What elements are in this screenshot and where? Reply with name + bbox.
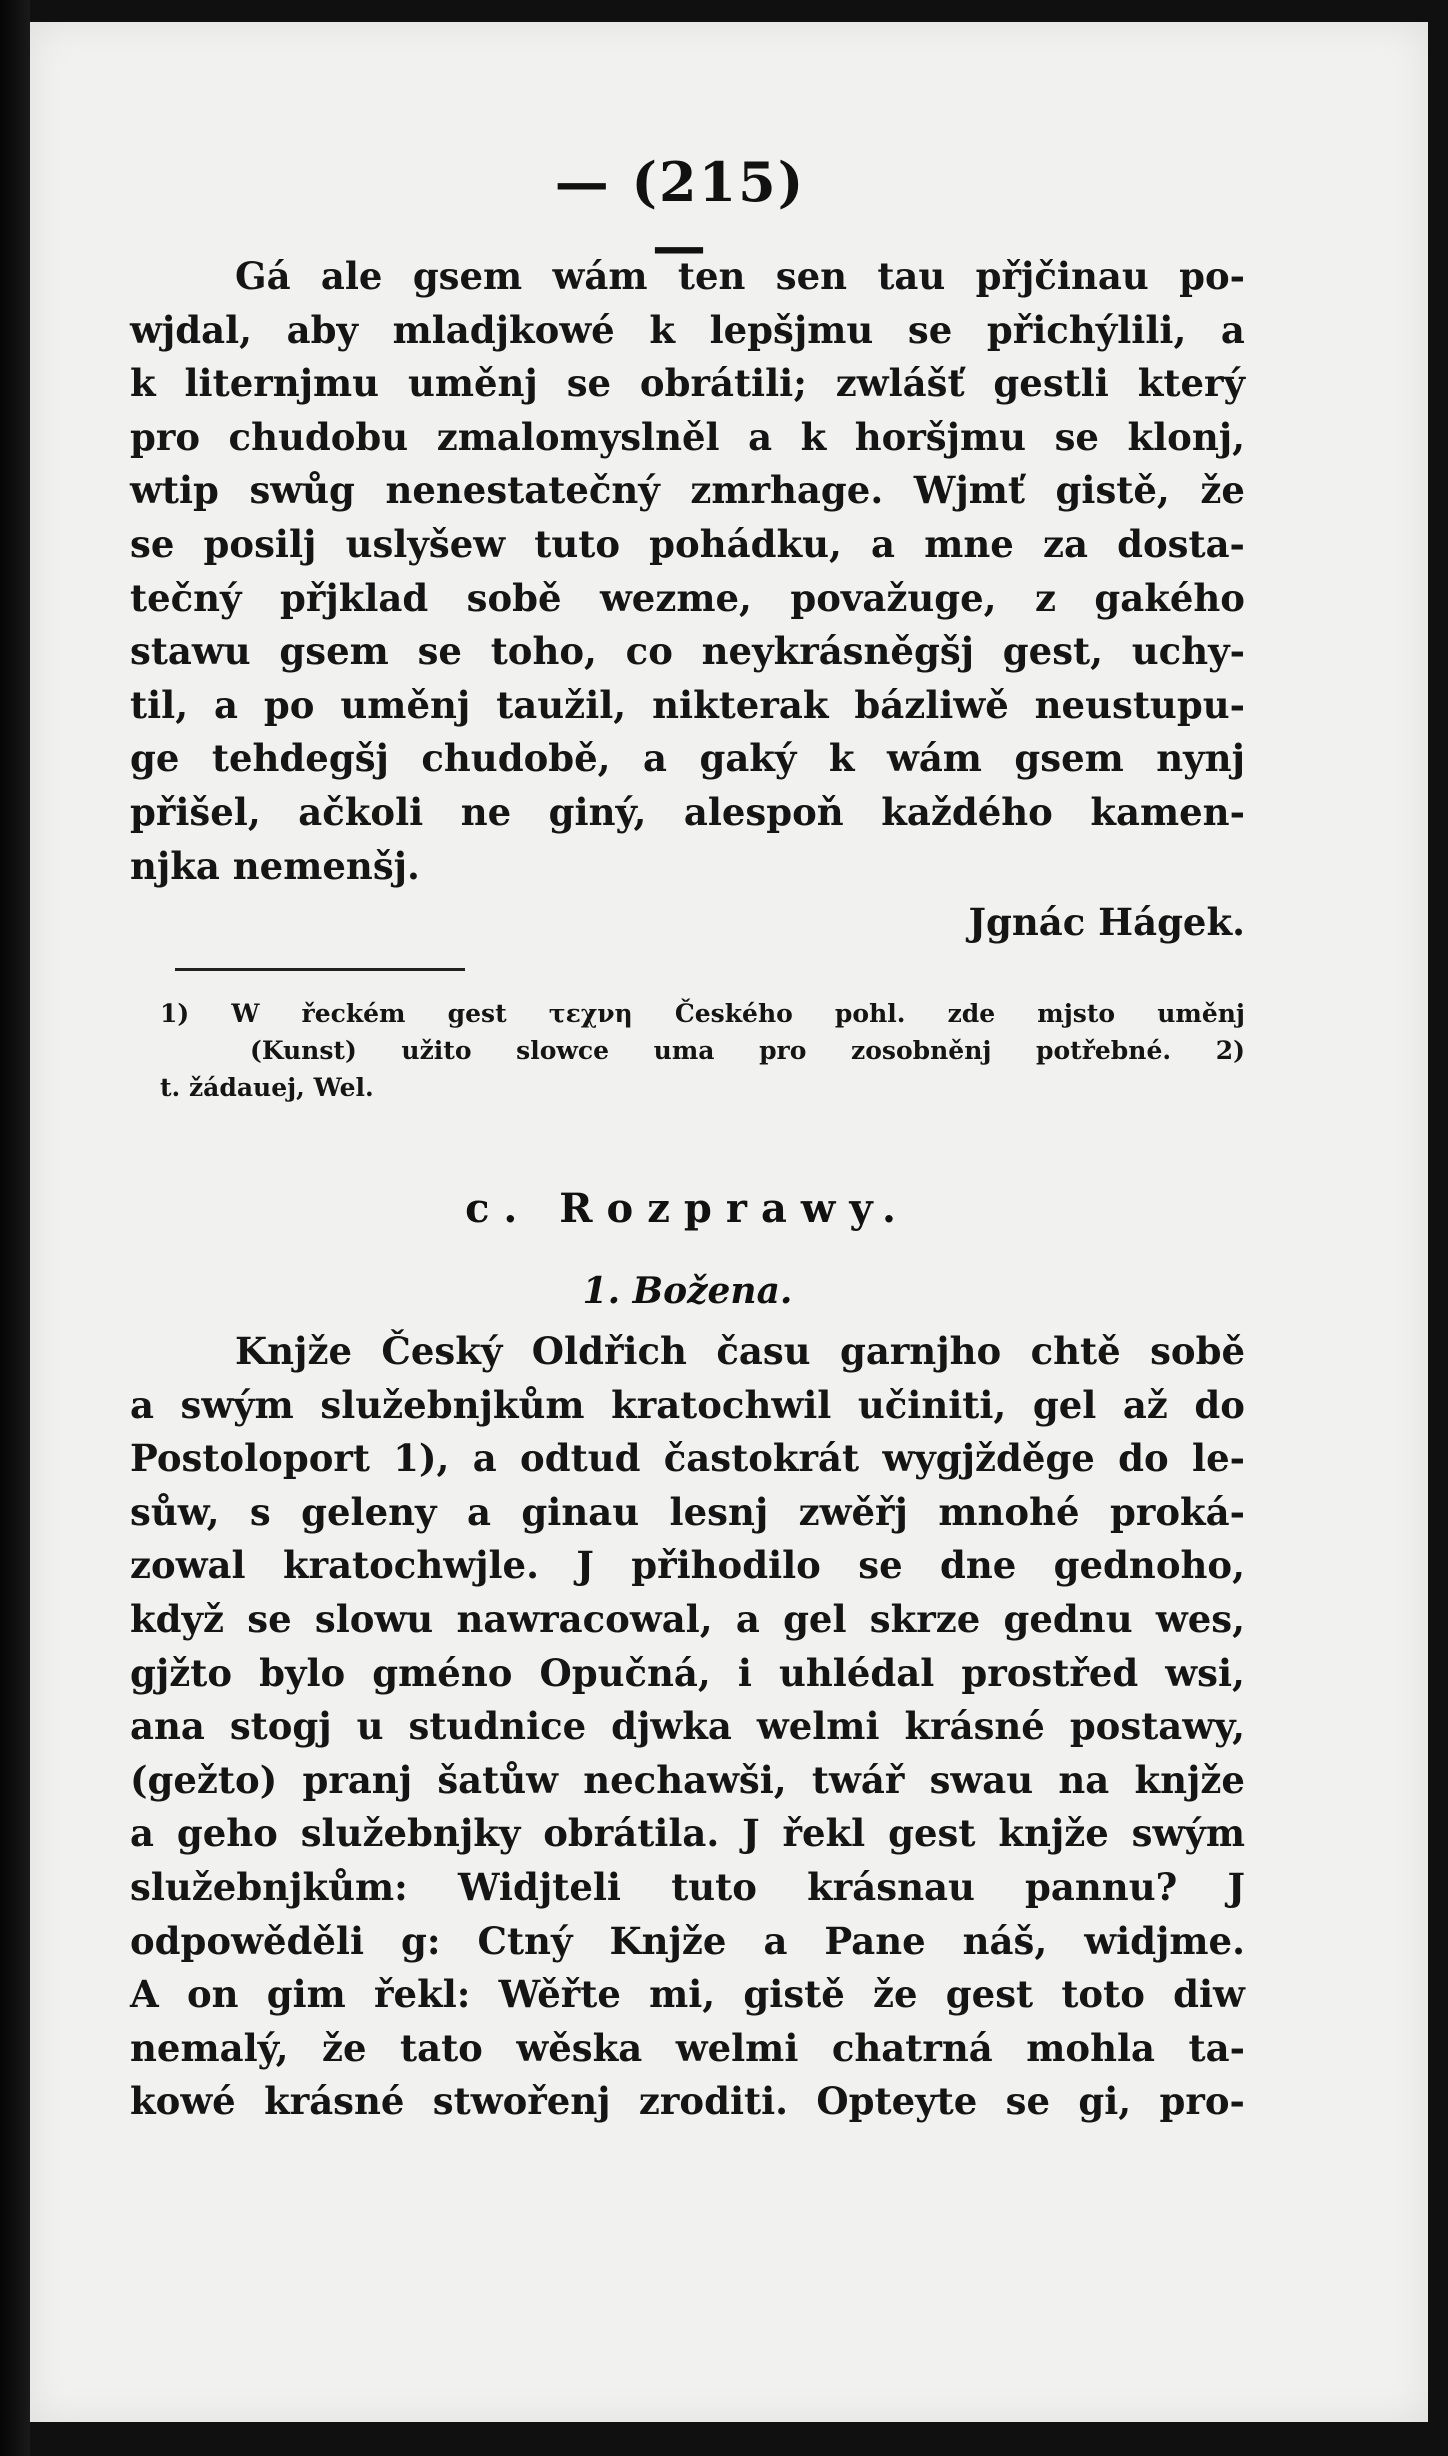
- word: nawracowal,: [456, 1596, 713, 1641]
- word: a: [130, 1811, 154, 1856]
- word: wtip: [130, 468, 219, 513]
- word: slowu: [314, 1596, 434, 1641]
- word: gest,: [1002, 629, 1104, 674]
- word: služebnjky: [300, 1811, 521, 1856]
- word: uměnj: [340, 682, 471, 727]
- word: dne: [939, 1543, 1017, 1588]
- word: τεχνη: [548, 999, 633, 1028]
- word: swůg: [249, 468, 355, 513]
- word: (gežto): [130, 1757, 278, 1802]
- word: do: [1194, 1382, 1245, 1427]
- word: mladjkowé: [392, 307, 615, 352]
- word: garnjho: [839, 1329, 1002, 1373]
- word: ge: [130, 736, 180, 781]
- word: til,: [130, 682, 189, 727]
- word: nikterak: [652, 682, 829, 727]
- word: za: [1042, 521, 1088, 566]
- word: zde: [947, 999, 996, 1028]
- word: A: [130, 1972, 159, 2017]
- section-title: c. Rozprawy.: [465, 1185, 910, 1232]
- word: sobě: [466, 575, 562, 620]
- word: mjsto: [1037, 999, 1116, 1028]
- word: kowé: [130, 2079, 236, 2124]
- word: lepšjmu: [709, 307, 874, 352]
- word: le-: [1192, 1436, 1245, 1481]
- word: skrze: [869, 1596, 981, 1641]
- word: a: [472, 1436, 497, 1481]
- word: mne: [924, 521, 1014, 566]
- word: knjže: [998, 1811, 1109, 1856]
- text-line: [130, 1379, 1245, 1433]
- text-line: [130, 357, 1245, 411]
- word: zroditi.: [638, 2079, 789, 2124]
- word: ten: [677, 254, 746, 298]
- text-line: [130, 625, 1245, 679]
- word: odtud: [520, 1436, 641, 1481]
- text-line: [130, 304, 1245, 358]
- word: že: [321, 2025, 367, 2070]
- word: gest: [447, 999, 507, 1028]
- word: stogj: [229, 1704, 332, 1749]
- word: horšjmu: [854, 414, 1027, 459]
- word: každého: [881, 789, 1053, 834]
- word: swým: [180, 1382, 294, 1427]
- text-line: [130, 679, 1245, 733]
- subsection-title: 1. Božena.: [582, 1270, 793, 1312]
- word: g:: [401, 1918, 441, 1963]
- word: toto: [1061, 1972, 1145, 2017]
- word: neustupu-: [1034, 682, 1245, 727]
- word: geleny: [301, 1489, 437, 1534]
- word: který: [1137, 361, 1245, 406]
- word: se: [417, 629, 462, 674]
- word: se: [247, 1596, 292, 1641]
- word: on: [186, 1972, 239, 2017]
- word: diw: [1173, 1972, 1245, 2017]
- word: šatůw: [437, 1757, 558, 1802]
- book-spine-edge: [0, 0, 30, 2456]
- word: tečný: [130, 575, 242, 620]
- word: a: [1220, 307, 1245, 352]
- word: učiniti,: [857, 1382, 1007, 1427]
- word: krásné: [264, 2079, 405, 2124]
- word: obrátili;: [639, 361, 807, 406]
- word: Oldřich: [531, 1329, 687, 1373]
- word: když: [130, 1596, 225, 1641]
- word: se: [1054, 414, 1099, 459]
- word: nechawši,: [583, 1757, 787, 1802]
- word: se: [130, 521, 175, 566]
- word: wsi,: [1165, 1650, 1245, 1695]
- word: tuto: [534, 521, 621, 566]
- text-line: [130, 1807, 1245, 1861]
- word: ale: [320, 254, 383, 298]
- word: Českého: [674, 999, 793, 1028]
- word: mnohé: [938, 1489, 1080, 1534]
- word: potřebné.: [1036, 1036, 1172, 1065]
- text-line: [130, 1754, 1245, 1808]
- word: zowal: [130, 1543, 246, 1588]
- word: postawy,: [1069, 1704, 1245, 1749]
- word: welmi: [675, 2025, 799, 2070]
- word: J: [742, 1811, 760, 1856]
- word: že: [873, 1972, 918, 2017]
- word: kratochwjle.: [282, 1543, 539, 1588]
- word: 2): [1215, 1036, 1245, 1065]
- word: wám: [886, 736, 982, 781]
- word: gsem: [1014, 736, 1124, 781]
- word: zosobněnj: [851, 1036, 992, 1065]
- word: sůw,: [130, 1489, 220, 1534]
- word: a: [130, 1382, 154, 1427]
- word: sen: [775, 254, 848, 298]
- word: gistě: [743, 1972, 845, 2017]
- word: užito: [401, 1036, 472, 1065]
- word: zwěřj: [798, 1489, 908, 1534]
- word: (Kunst): [250, 1036, 357, 1065]
- word: k: [649, 307, 675, 352]
- word: bylo: [259, 1650, 346, 1695]
- word: přišel,: [130, 789, 261, 834]
- text-line: [130, 1915, 1245, 1969]
- text-line: [130, 250, 1245, 304]
- word: se: [907, 307, 953, 352]
- text-line: [130, 732, 1245, 786]
- text-line: [130, 464, 1245, 518]
- word: k: [130, 361, 156, 406]
- word: nemalý,: [130, 2025, 289, 2070]
- word: geho: [176, 1811, 278, 1856]
- word: a: [214, 682, 238, 727]
- word: pannu?: [1025, 1864, 1178, 1909]
- word: a: [735, 1596, 760, 1641]
- word: mi,: [649, 1972, 716, 2017]
- word: pro-: [1159, 2079, 1245, 2124]
- word: přjčinau: [975, 254, 1149, 298]
- word: aby: [286, 307, 358, 352]
- word: toho,: [490, 629, 597, 674]
- word: řekl:: [374, 1972, 471, 2017]
- word: tato: [400, 2025, 483, 2070]
- word: gednoho,: [1053, 1543, 1245, 1588]
- word: že: [1200, 468, 1245, 513]
- word: obrátila.: [543, 1811, 720, 1856]
- word: prostřed: [961, 1650, 1139, 1695]
- word: krásnau: [807, 1864, 975, 1909]
- word: Wěřte: [498, 1972, 621, 2017]
- word: k: [800, 414, 827, 459]
- word: J: [1227, 1864, 1245, 1909]
- word: twář: [811, 1757, 905, 1802]
- text-line: [130, 1700, 1245, 1754]
- word: gel: [1032, 1382, 1097, 1427]
- word: ta-: [1188, 2025, 1245, 2070]
- word: zmrhage.: [690, 468, 884, 513]
- word: djwka: [611, 1704, 732, 1749]
- text-line: [130, 2022, 1245, 2076]
- word: gim: [266, 1972, 346, 2017]
- word: Opučná,: [539, 1650, 711, 1695]
- text-line: [130, 1486, 1245, 1540]
- word: služebnjkům:: [130, 1864, 408, 1909]
- word: častokrát: [663, 1436, 860, 1481]
- text-line: [130, 1325, 1245, 1379]
- word: zmalomyslněl: [436, 414, 720, 459]
- word: i: [737, 1650, 752, 1695]
- word: Opteyte: [816, 2079, 978, 2124]
- word: bázliwě: [854, 682, 1009, 727]
- word: z: [1034, 575, 1056, 620]
- word: 1),: [393, 1436, 450, 1481]
- word: tehdegšj: [211, 736, 389, 781]
- footnote: [160, 995, 1245, 1106]
- word: proká-: [1109, 1489, 1245, 1534]
- word: uměnj: [407, 361, 538, 406]
- footnote-line: [160, 995, 1245, 1032]
- word: uslyšew: [345, 521, 506, 566]
- word: gsem: [412, 254, 523, 298]
- word: posilj: [203, 521, 317, 566]
- word: Wjmť: [913, 468, 1025, 513]
- word: pranj: [302, 1757, 413, 1802]
- word: mohla: [1026, 2025, 1156, 2070]
- word: řeckém: [301, 999, 406, 1028]
- word: wjdal,: [130, 307, 253, 352]
- word: alespoň: [683, 789, 844, 834]
- word: studnice: [408, 1704, 587, 1749]
- word: gel: [783, 1596, 847, 1641]
- word: W: [231, 999, 260, 1028]
- word: gakého: [1094, 575, 1245, 620]
- paragraph-1: [130, 250, 1245, 893]
- author-signature: Jgnác Hágek.: [968, 900, 1245, 944]
- word: giný,: [548, 789, 647, 834]
- word: považuge,: [790, 575, 997, 620]
- word: řekl: [782, 1811, 866, 1856]
- word: Pane: [824, 1918, 926, 1963]
- word: s: [249, 1489, 271, 1534]
- word: až: [1122, 1382, 1168, 1427]
- word: wezme,: [599, 575, 752, 620]
- word: k: [828, 736, 855, 781]
- word: ne: [460, 789, 512, 834]
- word: welmi: [756, 1704, 880, 1749]
- word: ginau: [521, 1489, 640, 1534]
- word: gestli: [993, 361, 1109, 406]
- text-line: [130, 2075, 1245, 2129]
- word: uchy-: [1131, 629, 1245, 674]
- word: do: [1118, 1436, 1169, 1481]
- word: pohádku,: [649, 521, 842, 566]
- paragraph-2: [130, 1325, 1245, 2129]
- word: přichýlili,: [986, 307, 1187, 352]
- word: uměnj: [1157, 999, 1245, 1028]
- word: služebnjkům: [320, 1382, 585, 1427]
- text-line: [130, 572, 1245, 626]
- word: gjžto: [130, 1650, 233, 1695]
- word: Gá: [235, 254, 291, 298]
- word: chatrná: [831, 2025, 993, 2070]
- word: klonj,: [1127, 414, 1245, 459]
- word: 1): [160, 999, 190, 1028]
- word: co: [625, 629, 673, 674]
- page-number: — (215) —: [554, 150, 806, 278]
- word: pro: [759, 1036, 807, 1065]
- word: chtě: [1030, 1329, 1121, 1373]
- word: nenestatečný: [385, 468, 660, 513]
- word: kamen-: [1090, 789, 1245, 834]
- word: taužil,: [496, 682, 627, 727]
- word: wygjžděge: [882, 1436, 1095, 1481]
- text-line: [130, 1539, 1245, 1593]
- text-line: [130, 1432, 1245, 1486]
- word: krásné: [904, 1704, 1045, 1749]
- word: stwořenj: [432, 2079, 611, 2124]
- word: odpowěděli: [130, 1918, 365, 1963]
- word: na: [1058, 1757, 1110, 1802]
- word: Postoloport: [130, 1436, 370, 1481]
- word: se: [1005, 2079, 1050, 2124]
- word: gaký: [699, 736, 797, 781]
- text-line: [130, 786, 1245, 840]
- word: po-: [1179, 254, 1245, 298]
- word: gest: [888, 1811, 976, 1856]
- word: přihodilo: [631, 1543, 821, 1588]
- word: tuto: [671, 1864, 757, 1909]
- word: a: [748, 414, 773, 459]
- word: ačkoli: [298, 789, 424, 834]
- word: sobě: [1150, 1329, 1245, 1373]
- word: slowce: [516, 1036, 610, 1065]
- word: tau: [877, 254, 946, 298]
- word: lesnj: [669, 1489, 769, 1534]
- word: wěska: [516, 2025, 643, 2070]
- word: a: [871, 521, 896, 566]
- word: času: [716, 1329, 811, 1373]
- word: wes,: [1155, 1596, 1245, 1641]
- word: J: [576, 1543, 594, 1588]
- word: náš,: [962, 1918, 1048, 1963]
- word: chudobě,: [421, 736, 611, 781]
- word: pohl.: [834, 999, 906, 1028]
- word: přjklad: [279, 575, 429, 620]
- text-line: njka nemenšj.: [130, 843, 420, 888]
- text-line: [130, 1968, 1245, 2022]
- word: gest: [945, 1972, 1034, 2017]
- text-line: [130, 1593, 1245, 1647]
- word: swým: [1131, 1811, 1245, 1856]
- word: kratochwil: [611, 1382, 832, 1427]
- word: pro: [130, 414, 201, 459]
- word: a: [643, 736, 667, 781]
- word: gi,: [1078, 2079, 1132, 2124]
- word: Český: [381, 1329, 503, 1373]
- word: Knjže: [609, 1918, 727, 1963]
- word: se: [566, 361, 612, 406]
- text-line: [130, 1647, 1245, 1701]
- word: liternjmu: [184, 361, 380, 406]
- word: stawu: [130, 629, 251, 674]
- word: dosta-: [1117, 521, 1245, 566]
- footnote-line: t. žádauej, Wel.: [160, 1073, 374, 1102]
- text-line: [130, 518, 1245, 572]
- word: wám: [552, 254, 648, 298]
- word: gednu: [1003, 1596, 1133, 1641]
- word: gsem: [279, 629, 389, 674]
- word: swau: [929, 1757, 1034, 1802]
- word: nynj: [1156, 736, 1245, 781]
- word: a: [466, 1489, 491, 1534]
- word: Ctný: [477, 1918, 573, 1963]
- text-line: [130, 411, 1245, 465]
- word: chudobu: [228, 414, 409, 459]
- word: widjme.: [1084, 1918, 1245, 1963]
- word: gméno: [372, 1650, 513, 1695]
- word: knjže: [1134, 1757, 1245, 1802]
- footnote-line: [160, 1032, 1245, 1069]
- word: uhlédal: [778, 1650, 935, 1695]
- word: ana: [130, 1704, 205, 1749]
- word: uma: [653, 1036, 715, 1065]
- word: a: [763, 1918, 788, 1963]
- text-line: [130, 1861, 1245, 1915]
- word: Widjteli: [458, 1864, 621, 1909]
- word: se: [858, 1543, 903, 1588]
- word: Knjže: [235, 1329, 352, 1373]
- footnote-divider: [175, 968, 465, 971]
- word: gistě,: [1055, 468, 1170, 513]
- word: po: [263, 682, 315, 727]
- word: neykrásněgšj: [701, 629, 975, 674]
- word: u: [356, 1704, 384, 1749]
- word: zwlášť: [835, 361, 965, 406]
